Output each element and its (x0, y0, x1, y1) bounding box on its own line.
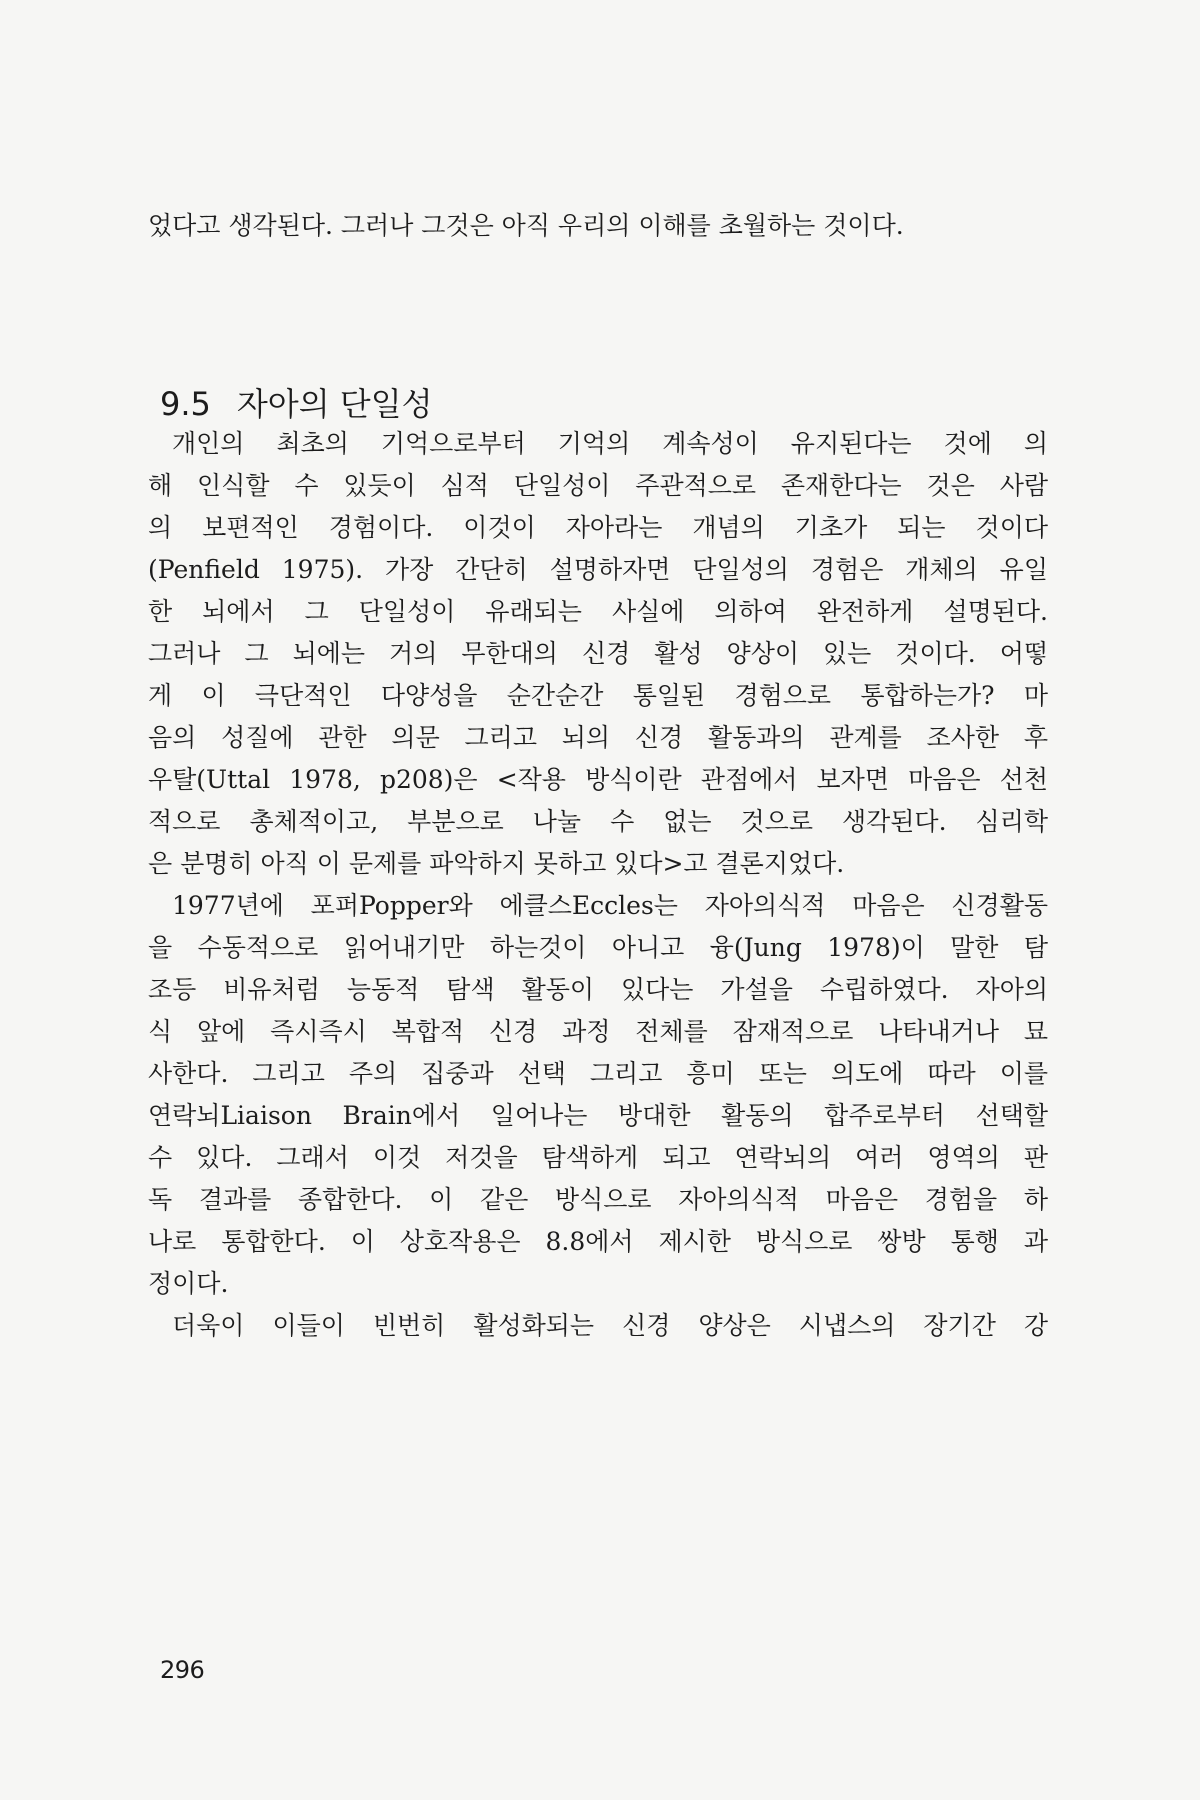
text-line: 식 앞에 즉시즉시 복합적 신경 과정 전체를 잠재적으로 나타내거나 묘 (148, 1017, 1048, 1046)
section-heading (160, 382, 433, 426)
intro-line: 었다고 생각된다. 그러나 그것은 아직 우리의 이해를 초월하는 것이다. (148, 211, 904, 240)
text-line: 한 뇌에서 그 단일성이 유래되는 사실에 의하여 완전하게 설명된다. (148, 597, 1048, 626)
text-line: 사한다. 그리고 주의 집중과 선택 그리고 흥미 또는 의도에 따라 이를 (148, 1059, 1048, 1088)
text-line: (Penfield 1975). 가장 간단히 설명하자면 단일성의 경험은 개체의 유일 (148, 555, 1048, 584)
text-line: 조등 비유처럼 능동적 탐색 활동이 있다는 가설을 수립하였다. 자아의 (148, 975, 1048, 1004)
text-line: 1977년에 포퍼Popper와 에클스Eccles는 자아의식적 마음은 신경활동 (172, 891, 1048, 920)
text-line: 독 결과를 종합한다. 이 같은 방식으로 자아의식적 마음은 경험을 하 (148, 1185, 1048, 1214)
text-line: 적으로 총체적이고, 부분으로 나눌 수 없는 것으로 생각된다. 심리학 (148, 807, 1048, 836)
text-line: 을 수동적으로 읽어내기만 하는것이 아니고 융(Jung 1978)이 말한 탐 (148, 933, 1048, 962)
text-line: 음의 성질에 관한 의문 그리고 뇌의 신경 활동과의 관계를 조사한 후 (148, 723, 1048, 752)
page-number: 296 (160, 1656, 205, 1684)
section-number: 9.5 (160, 385, 211, 423)
text-line: 더욱이 이들이 빈번히 활성화되는 신경 양상은 시냅스의 장기간 강 (172, 1311, 1048, 1340)
text-line: 수 있다. 그래서 이것 저것을 탐색하게 되고 연락뇌의 여러 영역의 판 (148, 1143, 1048, 1172)
text-line: 은 분명히 아직 이 문제를 파악하지 못하고 있다>고 결론지었다. (148, 849, 845, 878)
text-line: 게 이 극단적인 다양성을 순간순간 통일된 경험으로 통합하는가? 마 (148, 681, 1048, 710)
text-line: 개인의 최초의 기억으로부터 기억의 계속성이 유지된다는 것에 의 (172, 429, 1048, 458)
text-line: 연락뇌Liaison Brain에서 일어나는 방대한 활동의 합주로부터 선택할 (148, 1101, 1048, 1130)
text-line: 의 보편적인 경험이다. 이것이 자아라는 개념의 기초가 되는 것이다 (148, 513, 1048, 542)
section-title: 자아의 단일성 (236, 385, 433, 423)
text-line: 해 인식할 수 있듯이 심적 단일성이 주관적으로 존재한다는 것은 사람 (148, 471, 1048, 500)
text-line: 그러나 그 뇌에는 거의 무한대의 신경 활성 양상이 있는 것이다. 어떻 (148, 639, 1048, 668)
text-line: 우탈(Uttal 1978, p208)은 <작용 방식이란 관점에서 보자면 마음은 선천 (148, 765, 1048, 794)
text-line: 나로 통합한다. 이 상호작용은 8.8에서 제시한 방식으로 쌍방 통행 과 (148, 1227, 1048, 1256)
text-line: 정이다. (148, 1269, 229, 1298)
